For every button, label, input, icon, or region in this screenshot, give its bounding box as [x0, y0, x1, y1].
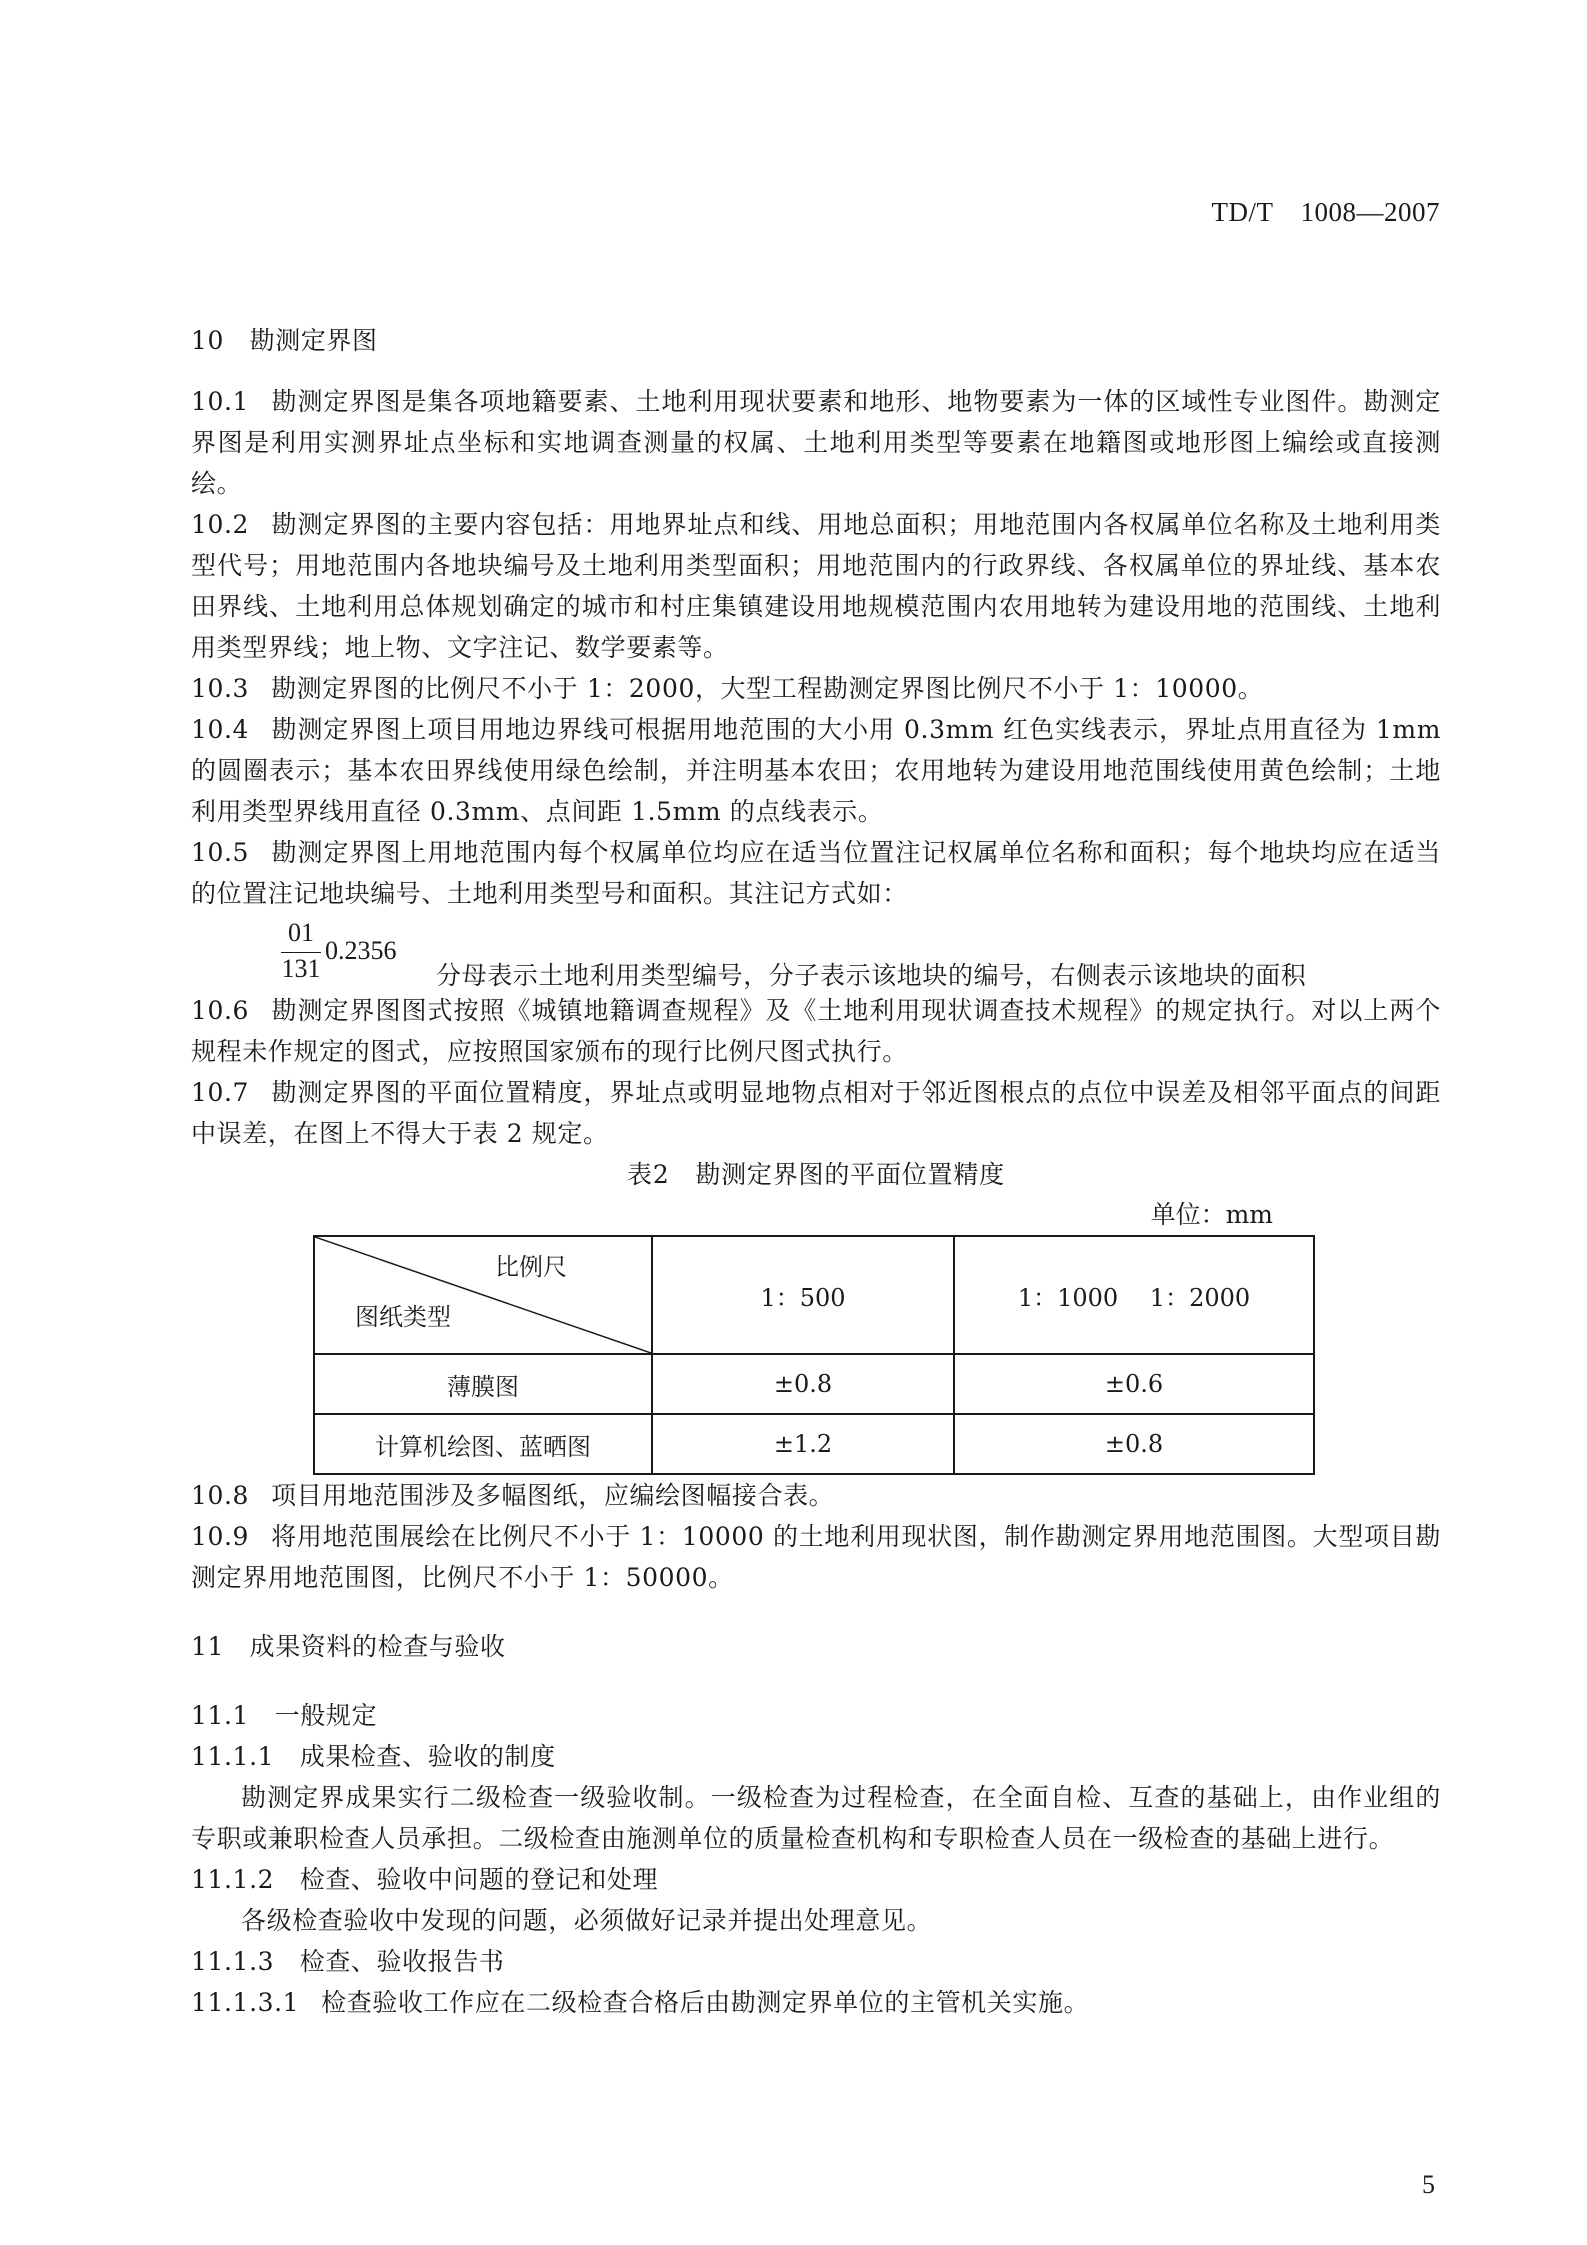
table-header-diagonal-cell	[314, 1236, 652, 1354]
section-11-heading: 11 成果资料的检查与验收	[191, 1632, 506, 1661]
clause-10-2	[191, 504, 1441, 668]
clause-number: 10.5	[191, 838, 250, 867]
clause-10-9	[191, 1516, 1441, 1598]
clause-10-4	[191, 709, 1441, 832]
row-label: 薄膜图	[314, 1354, 652, 1414]
row-value-500: ±1.2	[652, 1414, 954, 1474]
clause-text: 勘测定界图是集各项地籍要素、土地利用现状要素和地形、地物要素为一体的区域性专业图件。勘测定界图是利用实测界址点坐标和实地调查测量的权属、土地利用类型等要素在地籍图或地形图上编绘或直接测绘。	[191, 387, 1441, 498]
clause-text: 检查验收工作应在二级检查合格后由勘测定界单位的主管机关实施。	[321, 1988, 1090, 2017]
clause-text: 勘测定界图的平面位置精度，界址点或明显地物点相对于邻近图根点的点位中误差及相邻平面点的间距中误差，在图上不得大于表 2 规定。	[191, 1078, 1441, 1148]
clause-11-1-3-1	[191, 1982, 1441, 2023]
clause-11-1-1-heading: 11.1.1 成果检查、验收的制度	[191, 1742, 556, 1771]
clause-text: 勘测定界图上项目用地边界线可根据用地范围的大小用 0.3mm 红色实线表示，界址点用直径为 1mm 的圆圈表示；基本农田界线使用绿色绘制，并注明基本农田；农用地转为建设用地范围线使用黄色绘制；土地利用类型界线用直径 0.3mm、点间距 1.5mm 的点线表示。	[191, 715, 1441, 826]
table-title: 表2 勘测定界图的平面位置精度	[627, 1160, 1005, 1189]
row-value-500: ±0.8	[652, 1354, 954, 1414]
table-unit: 单位：mm	[1150, 1200, 1273, 1229]
clause-10-8	[191, 1475, 1441, 1516]
clause-number: 10.7	[191, 1078, 250, 1107]
clause-text: 勘测定界图上用地范围内每个权属单位均应在适当位置注记权属单位名称和面积；每个地块均应在适当的位置注记地块编号、土地利用类型号和面积。其注记方式如：	[191, 838, 1441, 908]
clause-text: 勘测定界图的主要内容包括：用地界址点和线、用地总面积；用地范围内各权属单位名称及土地利用类型代号；用地范围内各地块编号及土地利用类型面积；用地范围内的行政界线、各权属单位的界址线、基本农田界线、土地利用总体规划确定的城市和村庄集镇建设用地规模范围内农用地转为建设用地的范围线、土地利用类型界线；地上物、文字注记、数学要素等。	[191, 510, 1441, 662]
clause-number: 10.9	[191, 1522, 250, 1551]
fraction-explanation: 分母表示土地利用类型编号，分子表示该地块的编号，右侧表示该地块的面积	[436, 961, 1307, 990]
clause-number: 10.8	[191, 1481, 250, 1510]
fraction-denominator: 131	[281, 954, 321, 983]
page-number: 5	[1422, 2170, 1435, 2199]
clause-10-6	[191, 990, 1441, 1072]
clause-text: 勘测定界图图式按照《城镇地籍调查规程》及《土地利用现状调查技术规程》的规定执行。对以上两个规程未作规定的图式，应按照国家颁布的现行比例尺图式执行。	[191, 996, 1441, 1066]
clause-11-1-2-heading: 11.1.2 检查、验收中问题的登记和处理	[191, 1865, 659, 1894]
row-label: 计算机绘图、蓝晒图	[314, 1414, 652, 1474]
clause-number: 10.6	[191, 996, 250, 1025]
clause-number: 10.3	[191, 674, 250, 703]
clause-10-1	[191, 381, 1441, 504]
annotation-example	[191, 914, 1441, 990]
row-value-1000-2000: ±0.6	[954, 1354, 1314, 1414]
header-scale-1000-2000: 1：1000 1：2000	[954, 1236, 1314, 1354]
clause-number: 10.1	[191, 387, 250, 416]
fraction-bar	[281, 952, 321, 953]
table-row	[314, 1354, 1314, 1414]
header-scale-500: 1：500	[652, 1236, 954, 1354]
clause-11-1-2-text: 各级检查验收中发现的问题，必须做好记录并提出处理意见。	[241, 1906, 933, 1935]
standard-code: TD/T 1008—2007	[1211, 197, 1440, 227]
clause-text: 将用地范围展绘在比例尺不小于 1：10000 的土地利用现状图，制作勘测定界用地范围图。大型项目勘测定界用地范围图，比例尺不小于 1：50000。	[191, 1522, 1441, 1592]
clause-10-5	[191, 832, 1441, 914]
accuracy-table	[313, 1235, 1315, 1475]
fraction-area: 0.2356	[325, 936, 397, 965]
clause-11-1-heading: 11.1 一般规定	[191, 1701, 378, 1730]
row-value-1000-2000: ±0.8	[954, 1414, 1314, 1474]
clause-11-1-3-heading: 11.1.3 检查、验收报告书	[191, 1947, 505, 1976]
clause-number: 10.2	[191, 510, 250, 539]
page-content	[191, 320, 1441, 2023]
header-scale-label: 比例尺	[495, 1253, 567, 1281]
clause-number: 10.4	[191, 715, 250, 744]
clause-text: 项目用地范围涉及多幅图纸，应编绘图幅接合表。	[271, 1481, 835, 1510]
clause-number: 11.1.3.1	[191, 1988, 300, 2017]
diagonal-line	[315, 1237, 651, 1353]
header-type-label: 图纸类型	[355, 1303, 451, 1331]
table-row	[314, 1414, 1314, 1474]
section-10-heading: 10 勘测定界图	[191, 326, 378, 355]
fraction-numerator: 01	[288, 918, 314, 947]
clause-10-3	[191, 668, 1441, 709]
clause-10-7	[191, 1072, 1441, 1154]
clause-text: 勘测定界图的比例尺不小于 1：2000，大型工程勘测定界图比例尺不小于 1：10000。	[271, 674, 1264, 703]
clause-11-1-1-text: 勘测定界成果实行二级检查一级验收制。一级检查为过程检查，在全面自检、互查的基础上，由作业组的专职或兼职检查人员承担。二级检查由施测单位的质量检查机构和专职检查人员在一级检查的基础上进行。	[191, 1783, 1441, 1853]
